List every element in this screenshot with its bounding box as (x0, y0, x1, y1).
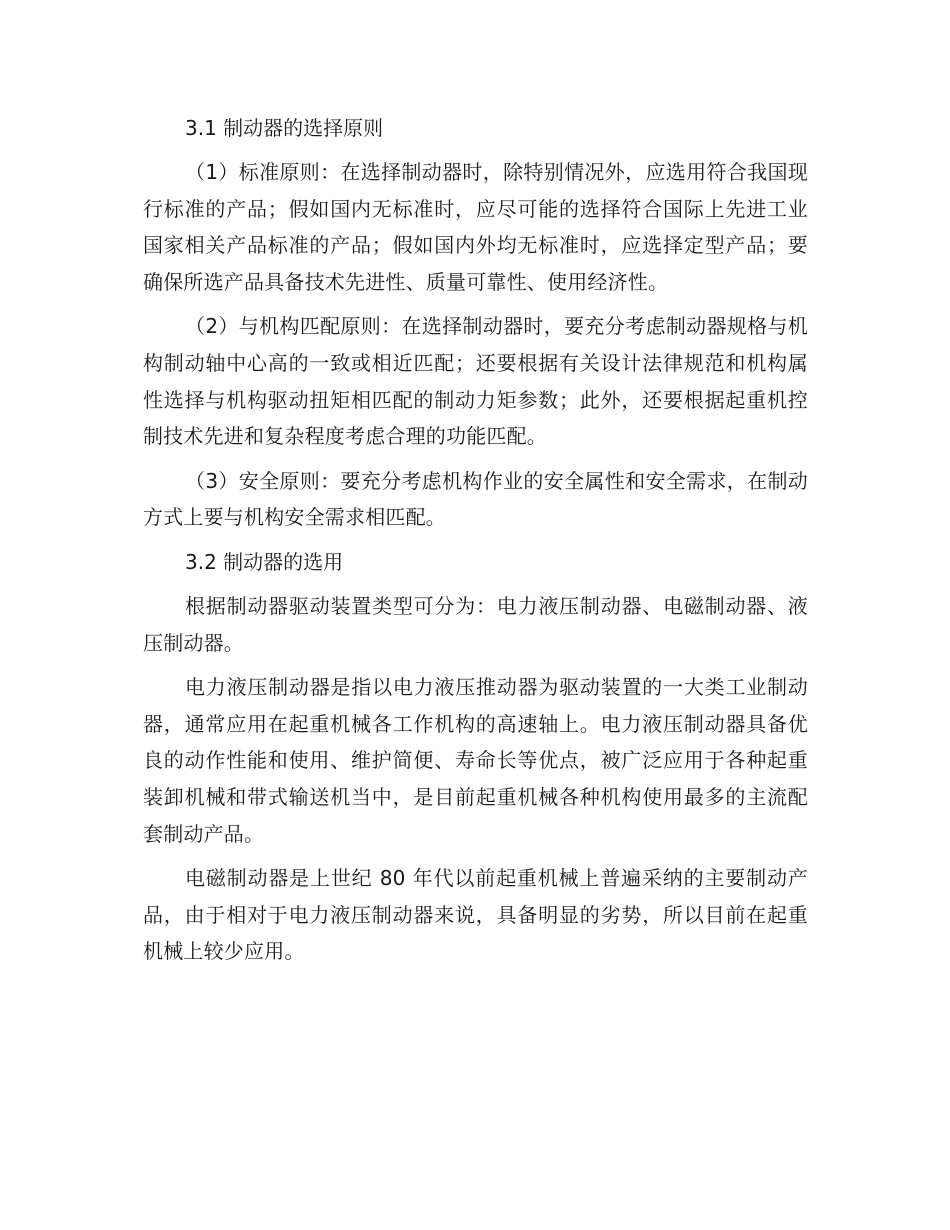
section-heading-3-2: 3.2 制动器的选用 (185, 549, 344, 574)
paragraph-electromagnetic-brake: 电磁制动器是上世纪 80 年代以前起重机械上普遍采纳的主要制动产品，由于相对于电力液压制动器来说，具备明显的劣势，所以目前在起重机械上较少应用。 (143, 866, 808, 964)
section-heading-3-1: 3.1 制动器的选择原则 (185, 116, 384, 140)
document-body (143, 110, 808, 978)
paragraph-electro-hydraulic-brake: 电力液压制动器是指以电力液压推动器为驱动装置的一大类工业制动器，通常应用在起重机械各工作机构的高速轴上。电力液压制动器具备优良的动作性能和使用、维护简便、寿命长等优点，被广泛应用于各种起重装卸机械和带式输送机当中，是目前起重机械各种机构使用最多的主流配套制动产品。 (143, 675, 808, 846)
paragraph-standard-principle: （1）标准原则：在选择制动器时，除特别情况外，应选用符合我国现行标准的产品；假如国内无标准时，应尽可能的选择符合国际上先进工业国家相关产品标准的产品；假如国内外均无标准时，应选择定型产品；要确保所选产品具备技术先进性、质量可靠性、使用经济性。 (143, 160, 808, 294)
paragraph-brake-types: 根据制动器驱动装置类型可分为：电力液压制动器、电磁制动器、液压制动器。 (143, 593, 808, 655)
paragraph-safety-principle: （3）安全原则：要充分考虑机构作业的安全属性和安全需求，在制动方式上要与机构安全需求相匹配。 (143, 468, 808, 530)
paragraph-matching-principle: （2）与机构匹配原则：在选择制动器时，要充分考虑制动器规格与机构制动轴中心高的一致或相近匹配；还要根据有关设计法律规范和机构属性选择与机构驱动扭矩相匹配的制动力矩参数；此外，还要根据起重机控制技术先进和复杂程度考虑合理的功能匹配。 (143, 314, 808, 449)
